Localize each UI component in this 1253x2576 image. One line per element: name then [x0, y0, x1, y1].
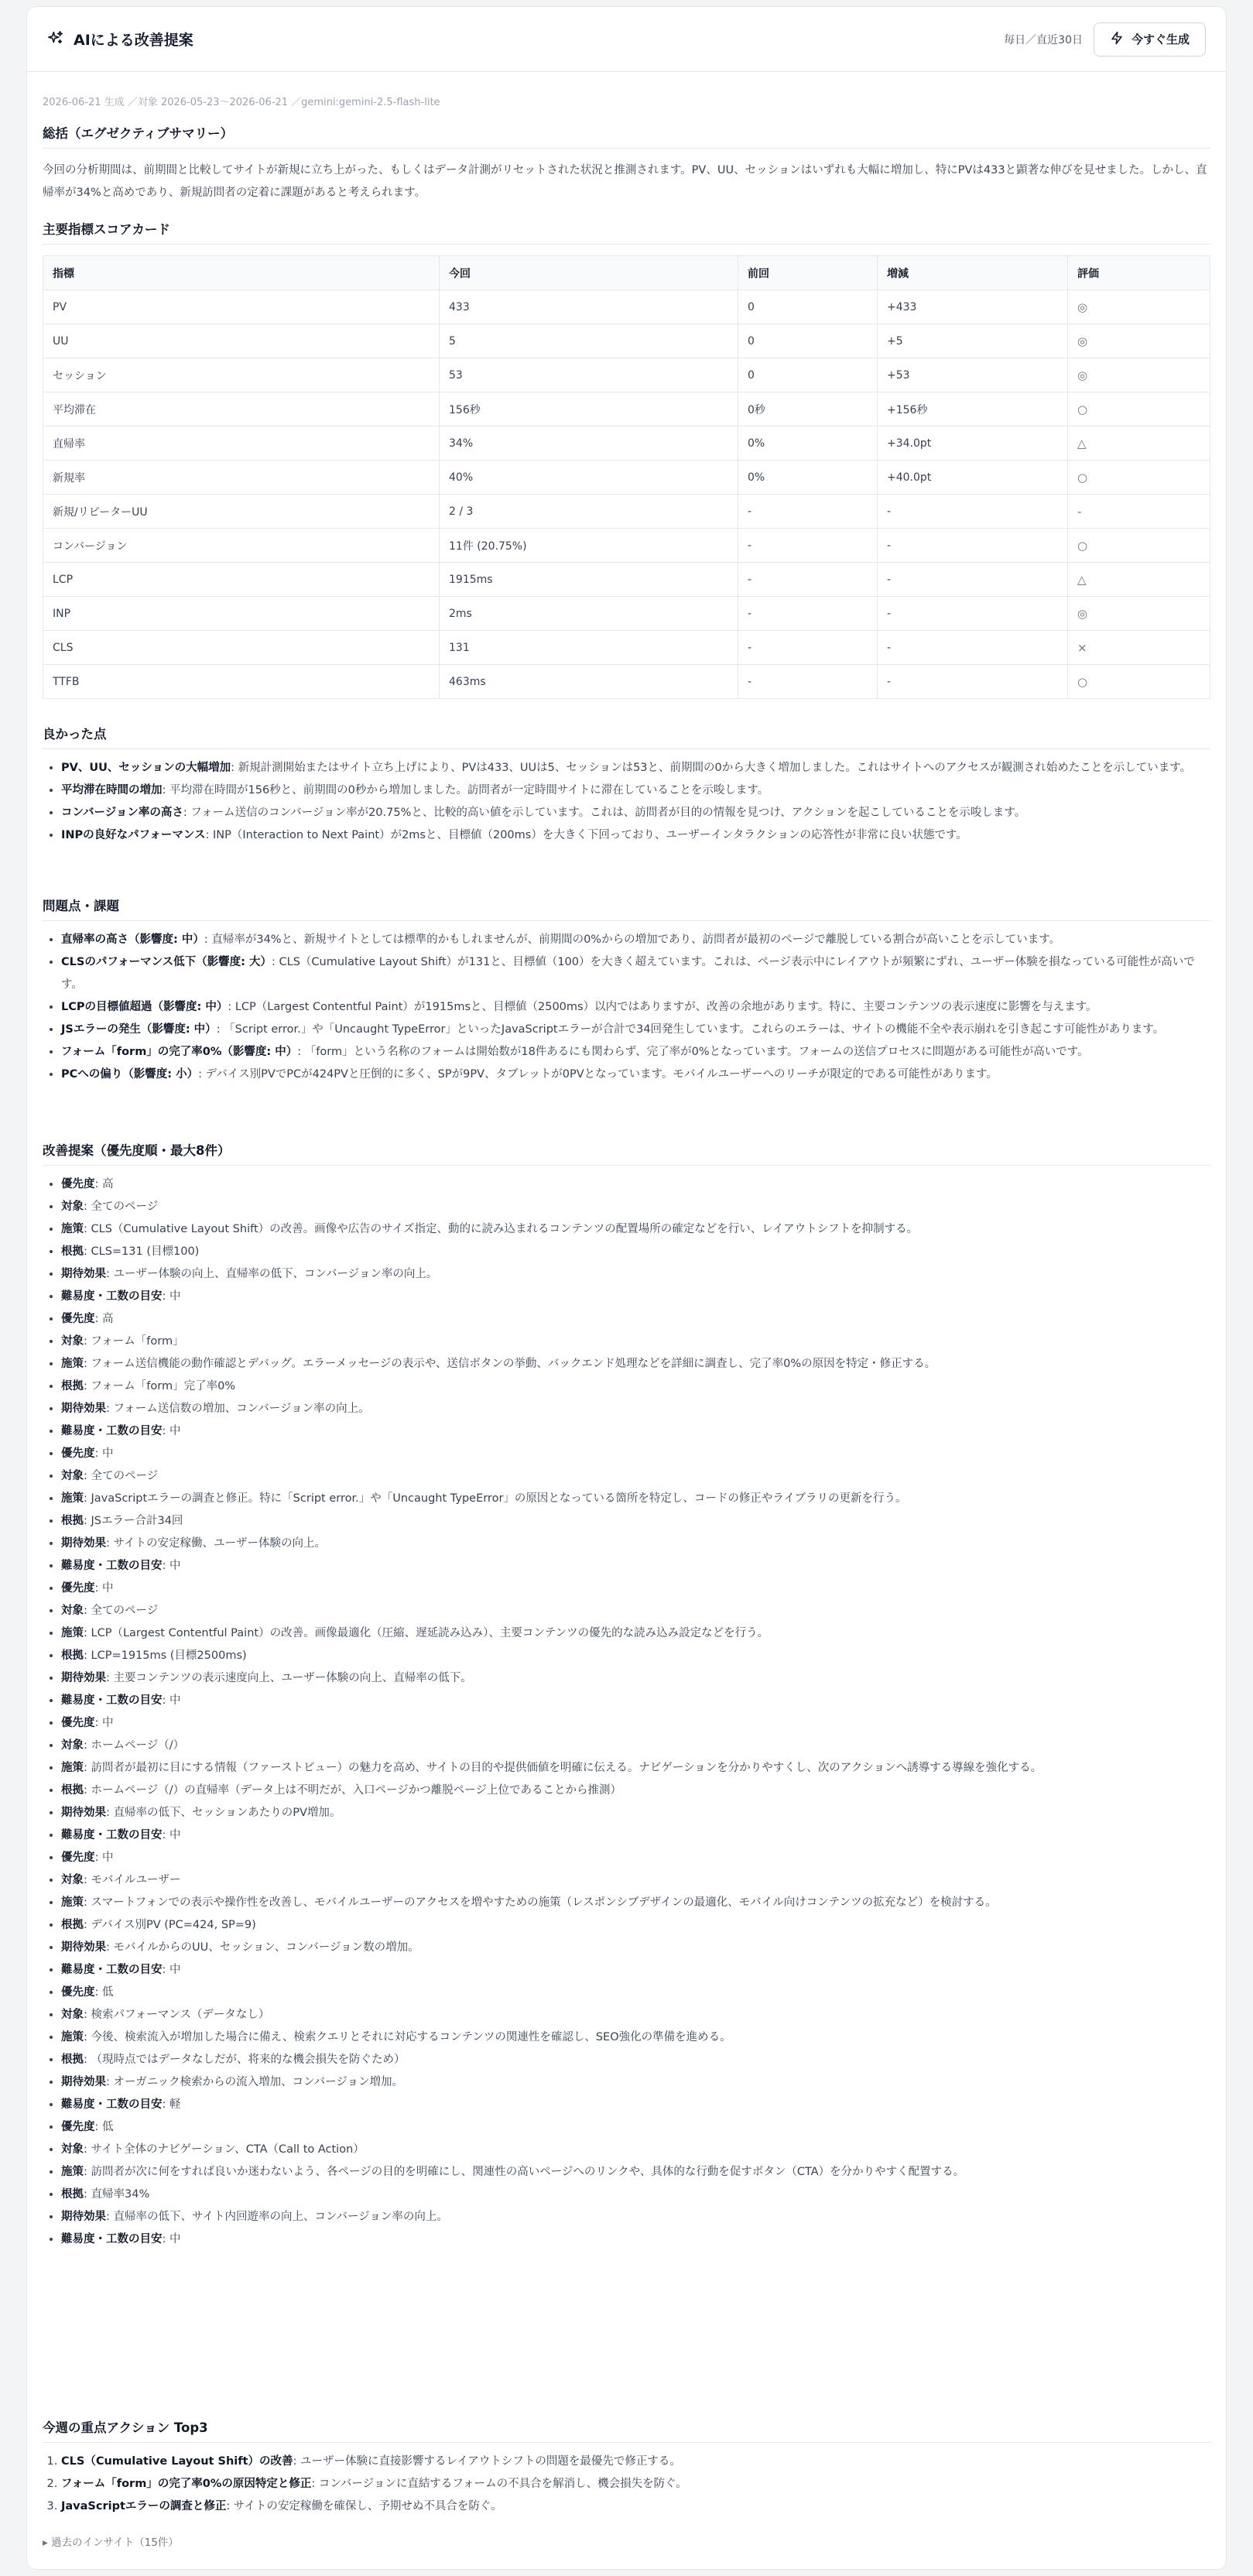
scorecard-cell: +40.0pt — [878, 461, 1068, 495]
good-point-item-key: コンバージョン率の高さ — [61, 807, 183, 819]
proposal-item-text: : 中 — [162, 1290, 181, 1303]
scorecard-table — [43, 255, 1210, 699]
proposal-item-text: : 今後、検索流入が増加した場合に備え、検索クエリとそれに対応するコンテンツの関連性を確認し、SEO強化の準備を進める。 — [84, 2031, 731, 2043]
scorecard-cell: 0秒 — [738, 392, 878, 426]
proposal-item-key: 期待効果 — [61, 1537, 106, 1550]
scorecard-cell: 156秒 — [440, 392, 738, 426]
proposal-item-text: : 訪問者が次に何をすれば良いか迷わないよう、各ページの目的を明確にし、関連性の高いページへのリンクや、具体的な行動を促すボタン（CTA）を分かりやすく配置する。 — [84, 2166, 965, 2178]
proposal-item — [61, 2071, 1210, 2094]
scorecard-row — [43, 358, 1210, 392]
proposal-item-key: 優先度 — [61, 2121, 95, 2133]
scorecard-cell: △ — [1068, 426, 1210, 461]
proposal-item — [61, 2116, 1210, 2139]
proposal-item — [61, 1802, 1210, 1824]
proposal-item-text: : 中 — [162, 1560, 181, 1572]
proposal-item-text: : CLS=131 (目標100) — [84, 1245, 200, 1258]
scorecard-cell: - — [738, 665, 878, 699]
card-header — [27, 7, 1226, 72]
scorecard-cell: +34.0pt — [878, 426, 1068, 461]
issue-item-text: : デバイス別PVでPCが424PVと圧倒的に多く、SPが9PV、タブレットが0PVとなっています。モバイルユーザーへのリーチが限定的である可能性があります。 — [198, 1068, 998, 1081]
proposal-item — [61, 1690, 1210, 1712]
proposal-item-key: 期待効果 — [61, 1941, 106, 1954]
scorecard-cell: × — [1068, 631, 1210, 665]
proposal-item — [61, 2139, 1210, 2161]
proposal-item — [61, 1465, 1210, 1488]
proposal-item — [61, 2228, 1210, 2251]
proposal-item-key: 根拠 — [61, 1245, 84, 1258]
proposal-item-key: 難易度・工数の目安 — [61, 1425, 163, 1437]
proposal-item — [61, 1443, 1210, 1465]
top3-item — [61, 2496, 1210, 2518]
scorecard-row — [43, 495, 1210, 529]
proposal-item-text: : 中 — [162, 2233, 181, 2245]
proposal-item-key: 対象 — [61, 1470, 84, 1482]
good-point-item-key: INPの良好なパフォーマンス — [61, 829, 206, 841]
proposal-item-text: : 全てのページ — [84, 1605, 159, 1617]
scorecard-row — [43, 631, 1210, 665]
proposals-list — [43, 1173, 1210, 2251]
scorecard-cell: INP — [43, 597, 440, 631]
column-header: 今回 — [440, 256, 738, 290]
proposal-item-key: 期待効果 — [61, 1268, 106, 1280]
proposal-item — [61, 1533, 1210, 1555]
proposal-item — [61, 2026, 1210, 2049]
proposals-heading: 改善提案（優先度順・最大8件） — [43, 1140, 1210, 1166]
scorecard-cell: +156秒 — [878, 392, 1068, 426]
good-point-item-text: : 平均滞在時間が156秒と、前期間の0秒から増加しました。訪問者が一定時間サイトに滞在していることを示唆します。 — [162, 784, 769, 796]
scorecard-cell: - — [738, 597, 878, 631]
scorecard-cell: 0 — [738, 358, 878, 392]
proposal-item-key: 対象 — [61, 1201, 84, 1213]
scorecard-row — [43, 290, 1210, 324]
proposal-item-key: 難易度・工数の目安 — [61, 1829, 163, 1841]
summary-heading: 総括（エグゼクティブサマリー） — [43, 123, 1210, 149]
proposal-item-key: 対象 — [61, 2009, 84, 2021]
page-title: AIによる改善提案 — [74, 32, 193, 49]
proposal-item-text: : （現時点ではデータなしだが、将来的な機会損失を防ぐため） — [84, 2054, 406, 2066]
top3-item — [61, 2451, 1210, 2473]
proposal-item — [61, 1488, 1210, 1510]
issues-list — [43, 929, 1210, 1086]
proposal-item-key: 期待効果 — [61, 1807, 106, 1819]
scorecard-row — [43, 461, 1210, 495]
proposal-item-text: : デバイス別PV (PC=424, SP=9) — [84, 1919, 256, 1931]
scorecard-cell: 131 — [440, 631, 738, 665]
proposal-item-text: : LCP=1915ms (目標2500ms) — [84, 1649, 247, 1662]
proposal-item-key: 優先度 — [61, 1582, 95, 1595]
scorecard-row — [43, 563, 1210, 597]
scorecard-cell: 新規/リピーターUU — [43, 495, 440, 529]
issue-item — [61, 1019, 1210, 1041]
issue-item-text: : 「Script error.」や「Uncaught TypeError」といったJavaScriptエラーが合計で34回発生しています。これらのエラーは、サイトの機能不全や表示崩れを引き起こす可能性があります。 — [216, 1023, 1165, 1036]
scorecard-cell: 新規率 — [43, 461, 440, 495]
proposal-item-text: : 中 — [162, 1964, 181, 1976]
schedule-label: 毎日／直近30日 — [1004, 33, 1083, 46]
issue-item-text: : 直帰率が34%と、新規サイトとしては標準的かもしれませんが、前期間の0%からの増加であり、訪問者が最初のページで離脱している割合が高いことを示しています。 — [204, 933, 1061, 946]
generate-now-button[interactable] — [1094, 22, 1206, 57]
proposal-item — [61, 1331, 1210, 1353]
proposal-item-key: 優先度 — [61, 1986, 95, 1999]
proposal-item-key: 根拠 — [61, 1919, 84, 1931]
proposal-item-text: : ホームページ（/）の直帰率（データ上は不明だが、入口ページかつ離脱ページ上位であることから推測） — [84, 1784, 622, 1797]
proposal-item-key: 対象 — [61, 1605, 84, 1617]
good-point-item — [61, 802, 1210, 824]
scorecard-cell: ○ — [1068, 529, 1210, 563]
proposal-item-key: 優先度 — [61, 1852, 95, 1864]
proposal-item-text: : JSエラー合計34回 — [84, 1515, 183, 1527]
proposal-item-text: : 中 — [94, 1447, 114, 1460]
good-points-list — [43, 757, 1210, 847]
proposal-item-text: : 全てのページ — [84, 1470, 159, 1482]
proposal-item-key: 期待効果 — [61, 2211, 106, 2223]
scorecard-cell: +433 — [878, 290, 1068, 324]
scorecard-cell: セッション — [43, 358, 440, 392]
good-point-item — [61, 779, 1210, 802]
issue-item-key: 直帰率の高さ（影響度: 中） — [61, 933, 204, 946]
proposal-item — [61, 1555, 1210, 1577]
column-header: 前回 — [738, 256, 878, 290]
past-insights-toggle[interactable]: ▸ 過去のインサイト（15件） — [43, 2537, 179, 2549]
proposal-item-text: : JavaScriptエラーの調査と修正。特に「Script error.」や「Uncaught TypeError」の原因となっている箇所を特定し、コードの修正やライブラリの更新を行う。 — [84, 1492, 907, 1505]
proposal-item-key: 優先度 — [61, 1447, 95, 1460]
scorecard-cell: 0% — [738, 461, 878, 495]
scorecard-cell: ◎ — [1068, 290, 1210, 324]
proposal-item — [61, 1757, 1210, 1780]
top3-heading: 今週の重点アクション Top3 — [43, 2417, 1210, 2443]
proposal-item-text: : ユーザー体験の向上、直帰率の低下、コンバージョン率の向上。 — [106, 1268, 438, 1280]
column-header: 増減 — [878, 256, 1068, 290]
good-point-item-key: 平均滞在時間の増加 — [61, 784, 163, 796]
proposal-item — [61, 2094, 1210, 2116]
proposal-item — [61, 1667, 1210, 1690]
proposal-item-text: : 直帰率34% — [84, 2188, 150, 2201]
top3-item-text: : ユーザー体験に直接影響するレイアウトシフトの問題を最優先で修正する。 — [293, 2455, 681, 2468]
proposal-item — [61, 2206, 1210, 2228]
proposal-item-text: : フォーム送信機能の動作確認とデバッグ。エラーメッセージの表示や、送信ボタンの挙動、バックエンド処理などを詳細に調査し、完了率0%の原因を特定・修正する。 — [84, 1358, 936, 1370]
scorecard-cell: △ — [1068, 563, 1210, 597]
proposal-item — [61, 1937, 1210, 1959]
proposal-item-key: 根拠 — [61, 1649, 84, 1662]
proposal-item — [61, 1600, 1210, 1622]
proposal-item-key: 根拠 — [61, 1380, 84, 1392]
proposal-item-text: : 検索パフォーマンス（データなし） — [84, 2009, 270, 2021]
scorecard-cell: - — [738, 631, 878, 665]
proposal-item-text: : 直帰率の低下、サイト内回遊率の向上、コンバージョン率の向上。 — [106, 2211, 448, 2223]
proposal-item-key: 難易度・工数の目安 — [61, 2233, 163, 2245]
proposal-item-key: 難易度・工数の目安 — [61, 1290, 163, 1303]
proposal-item-text: : 中 — [162, 1694, 181, 1707]
proposal-item-text: : 中 — [162, 1829, 181, 1841]
lightning-icon — [1110, 30, 1124, 49]
scorecard-cell: UU — [43, 324, 440, 358]
proposal-item-key: 期待効果 — [61, 1672, 106, 1684]
top3-item-key: JavaScriptエラーの調査と修正 — [61, 2500, 227, 2513]
scorecard-row — [43, 529, 1210, 563]
scorecard-cell: 0% — [738, 426, 878, 461]
issue-item-text: : LCP（Largest Contentful Paint）が1915msと、目標値（2500ms）以内ではありますが、改善の余地があります。特に、主要コンテンツの表示速度に影響を与えます。 — [228, 1001, 1097, 1013]
issue-item — [61, 951, 1210, 996]
scorecard-cell: 0 — [738, 290, 878, 324]
scorecard-cell: PV — [43, 290, 440, 324]
proposal-item — [61, 1173, 1210, 1196]
proposal-item — [61, 1712, 1210, 1735]
generation-meta: 2026-06-21 生成 ／対象 2026-05-23〜2026-06-21 ／gemini:gemini-2.5-flash-lite — [43, 97, 440, 108]
proposal-item-key: 期待効果 — [61, 2076, 106, 2088]
proposal-item — [61, 1914, 1210, 1937]
proposal-item — [61, 2184, 1210, 2206]
scorecard-cell: CLS — [43, 631, 440, 665]
good-points-heading: 良かった点 — [43, 724, 1210, 749]
proposal-item — [61, 1218, 1210, 1241]
scorecard-cell: +5 — [878, 324, 1068, 358]
proposal-item-text: : フォーム送信数の増加、コンバージョン率の向上。 — [106, 1403, 370, 1415]
scorecard-cell: 463ms — [440, 665, 738, 699]
top3-list — [43, 2451, 1210, 2518]
scorecard-header-row — [43, 256, 1210, 290]
scorecard-cell: 1915ms — [440, 563, 738, 597]
proposal-item — [61, 1577, 1210, 1600]
proposal-item-key: 難易度・工数の目安 — [61, 1694, 163, 1707]
proposal-item-key: 難易度・工数の目安 — [61, 1964, 163, 1976]
issue-item-text: : 「form」という名称のフォームは開始数が18件あるにも関わらず、完了率が0%となっています。フォームの送信プロセスに問題がある可能性が高いです。 — [297, 1046, 1089, 1058]
scorecard-cell: 2ms — [440, 597, 738, 631]
proposal-item — [61, 1824, 1210, 1847]
proposal-item-key: 難易度・工数の目安 — [61, 2098, 163, 2111]
summary-text: 今回の分析期間は、前期間と比較してサイトが新規に立ち上がった、もしくはデータ計測がリセットされた状況と推測されます。PV、UU、セッションはいずれも大幅に増加し、特にPVは433と顕著な伸びを見せました。しかし、直帰率が34%と高めであり、新規訪問者の定着に課題があると考えられます。 — [43, 164, 1207, 199]
scorecard-cell: 40% — [440, 461, 738, 495]
proposal-item — [61, 2004, 1210, 2026]
proposal-item-text: : サイトの安定稼働、ユーザー体験の向上。 — [106, 1537, 326, 1550]
proposal-item — [61, 1735, 1210, 1757]
issue-item-key: LCPの目標値超過（影響度: 中） — [61, 1001, 228, 1013]
proposal-item-text: : 低 — [94, 2121, 114, 2133]
proposal-item — [61, 1375, 1210, 1398]
scorecard-cell: 平均滞在 — [43, 392, 440, 426]
scorecard-cell: 直帰率 — [43, 426, 440, 461]
scorecard-cell: ◎ — [1068, 358, 1210, 392]
proposal-item — [61, 1959, 1210, 1982]
proposal-item — [61, 1780, 1210, 1802]
proposal-item — [61, 1398, 1210, 1420]
scorecard-row — [43, 426, 1210, 461]
scorecard-cell: TTFB — [43, 665, 440, 699]
column-header: 評価 — [1068, 256, 1210, 290]
proposal-item-text: : 中 — [94, 1852, 114, 1864]
scorecard-cell: 433 — [440, 290, 738, 324]
good-point-item-text: : フォーム送信のコンバージョン率が20.75%と、比較的高い値を示しています。これは、訪問者が目的の情報を見つけ、アクションを起こしていることを示唆します。 — [183, 807, 1026, 819]
proposal-item — [61, 1982, 1210, 2004]
scorecard-cell: +53 — [878, 358, 1068, 392]
issue-item-text: : CLS（Cumulative Layout Shift）が131と、目標値（100）を大きく超えています。これは、ページ表示中にレイアウトが頻繁にずれ、ユーザー体験を損なっている可能性が高いです。 — [61, 956, 1195, 991]
issue-item — [61, 996, 1210, 1019]
proposal-item-key: 施策 — [61, 1358, 84, 1370]
proposal-item-text: : 訪問者が最初に目にする情報（ファーストビュー）の魅力を高め、サイトの目的や提供価値を明確に伝える。ナビゲーションを分かりやすくし、次のアクションへ誘導する導線を強化する。 — [84, 1762, 1042, 1774]
proposal-item-text: : 軽 — [162, 2098, 181, 2111]
top3-item-text: : コンバージョンに直結するフォームの不具合を解消し、機会損失を防ぐ。 — [311, 2478, 687, 2490]
proposal-item-text: : CLS（Cumulative Layout Shift）の改善。画像や広告のサイズ指定、動的に読み込まれるコンテンツの配置場所の確定などを行い、レイアウトシフトを抑制する。 — [84, 1223, 919, 1235]
proposal-item — [61, 1869, 1210, 1892]
scorecard-cell: ○ — [1068, 461, 1210, 495]
proposal-item-key: 対象 — [61, 1335, 84, 1348]
proposal-item-key: 施策 — [61, 1896, 84, 1909]
scorecard-cell: - — [738, 563, 878, 597]
scorecard-cell: 11件 (20.75%) — [440, 529, 738, 563]
scorecard-row — [43, 665, 1210, 699]
top3-item — [61, 2473, 1210, 2496]
issue-item — [61, 929, 1210, 951]
issue-item — [61, 1064, 1210, 1086]
proposal-item — [61, 1263, 1210, 1286]
scorecard-cell: ◎ — [1068, 324, 1210, 358]
proposal-item-text: : ホームページ（/） — [84, 1739, 185, 1752]
proposal-item — [61, 1420, 1210, 1443]
proposal-item-text: : 中 — [94, 1717, 114, 1729]
proposal-item-text: : スマートフォンでの表示や操作性を改善し、モバイルユーザーのアクセスを増やすための施策（レスポンシブデザインの最適化、モバイル向けコンテンツの拡充など）を検討する。 — [84, 1896, 997, 1909]
proposal-item-text: : モバイルからのUU、セッション、コンバージョン数の増加。 — [106, 1941, 419, 1954]
proposal-item-text: : オーガニック検索からの流入増加、コンバージョン増加。 — [106, 2076, 404, 2088]
good-point-item-key: PV、UU、セッションの大幅増加 — [61, 762, 231, 774]
proposal-item-text: : 中 — [94, 1582, 114, 1595]
proposal-item-key: 対象 — [61, 1739, 84, 1752]
issue-item — [61, 1041, 1210, 1064]
column-header: 指標 — [43, 256, 440, 290]
ai-suggestions-card — [26, 6, 1227, 2570]
scorecard-cell: - — [878, 631, 1068, 665]
issues-heading: 問題点・課題 — [43, 896, 1210, 921]
proposal-item — [61, 1286, 1210, 1308]
good-point-item — [61, 824, 1210, 847]
proposal-item-key: 期待効果 — [61, 1403, 106, 1415]
proposal-item-key: 優先度 — [61, 1717, 95, 1729]
proposal-item — [61, 1308, 1210, 1331]
scorecard-cell: コンバージョン — [43, 529, 440, 563]
scorecard-cell: 34% — [440, 426, 738, 461]
scorecard-cell: - — [878, 529, 1068, 563]
proposal-item-key: 施策 — [61, 1223, 84, 1235]
scorecard-cell: - — [1068, 495, 1210, 529]
scorecard-cell: - — [738, 495, 878, 529]
scorecard-cell: - — [878, 597, 1068, 631]
proposal-item-key: 施策 — [61, 1492, 84, 1505]
proposal-item-text: : モバイルユーザー — [84, 1874, 181, 1886]
scorecard-cell: - — [878, 665, 1068, 699]
proposal-item-text: : 主要コンテンツの表示速度向上、ユーザー体験の向上、直帰率の低下。 — [106, 1672, 472, 1684]
scorecard-cell: ○ — [1068, 392, 1210, 426]
scorecard-cell: 0 — [738, 324, 878, 358]
generate-now-label: 今すぐ生成 — [1131, 33, 1190, 46]
top3-item-key: フォーム「form」の完了率0%の原因特定と修正 — [61, 2478, 312, 2490]
proposal-item-text: : 高 — [94, 1178, 114, 1190]
good-point-item-text: : 新規計測開始またはサイト立ち上げにより、PVは433、UUは5、セッションは53と、前期間の0から大きく増加しました。これはサイトへのアクセスが観測され始めたことを示しています。 — [231, 762, 1192, 774]
proposal-item-key: 根拠 — [61, 1784, 84, 1797]
proposal-item-key: 根拠 — [61, 1515, 84, 1527]
scorecard-cell: 5 — [440, 324, 738, 358]
proposal-item-key: 施策 — [61, 2031, 84, 2043]
proposal-item-text: : 低 — [94, 1986, 114, 1999]
proposal-item — [61, 2049, 1210, 2071]
issue-item-key: CLSのパフォーマンス低下（影響度: 大） — [61, 956, 272, 968]
proposal-item-text: : 全てのページ — [84, 1201, 159, 1213]
proposal-item — [61, 2161, 1210, 2184]
proposal-item — [61, 1353, 1210, 1375]
issue-item-key: フォーム「form」の完了率0%（影響度: 中） — [61, 1046, 298, 1058]
proposal-item-text: : 中 — [162, 1425, 181, 1437]
proposal-item-text: : フォーム「form」完了率0% — [84, 1380, 236, 1392]
scorecard-row — [43, 597, 1210, 631]
proposal-item-text: : 高 — [94, 1313, 114, 1325]
proposal-item-key: 優先度 — [61, 1313, 95, 1325]
proposal-item-key: 対象 — [61, 2143, 84, 2156]
scorecard-cell: - — [878, 563, 1068, 597]
scorecard-cell: 2 / 3 — [440, 495, 738, 529]
proposal-item — [61, 1510, 1210, 1533]
scorecard-cell: ○ — [1068, 665, 1210, 699]
proposal-item — [61, 1622, 1210, 1645]
proposal-item-text: : LCP（Largest Contentful Paint）の改善。画像最適化（圧縮、遅延読み込み）、主要コンテンツの優先的な読み込み設定などを行う。 — [84, 1627, 769, 1639]
scorecard-cell: - — [878, 495, 1068, 529]
proposal-item-key: 施策 — [61, 1762, 84, 1774]
proposal-item-text: : 直帰率の低下、セッションあたりのPV増加。 — [106, 1807, 341, 1819]
scorecard-cell: ◎ — [1068, 597, 1210, 631]
proposal-item-text: : サイト全体のナビゲーション、CTA（Call to Action） — [84, 2143, 365, 2156]
proposal-item-key: 根拠 — [61, 2054, 84, 2066]
top3-item-key: CLS（Cumulative Layout Shift）の改善 — [61, 2455, 293, 2468]
scorecard-cell: LCP — [43, 563, 440, 597]
proposal-item-key: 施策 — [61, 2166, 84, 2178]
proposal-item-key: 難易度・工数の目安 — [61, 1560, 163, 1572]
top3-item-text: : サイトの安定稼働を確保し、予期せぬ不具合を防ぐ。 — [226, 2500, 502, 2513]
good-point-item — [61, 757, 1210, 779]
scorecard-cell: - — [738, 529, 878, 563]
proposal-item-key: 対象 — [61, 1874, 84, 1886]
scorecard-heading: 主要指標スコアカード — [43, 219, 1210, 245]
sparkles-icon — [47, 29, 64, 50]
issue-item-key: JSエラーの発生（影響度: 中） — [61, 1023, 217, 1036]
proposal-item — [61, 1847, 1210, 1869]
proposal-item — [61, 1196, 1210, 1218]
scorecard-row — [43, 324, 1210, 358]
issue-item-key: PCへの偏り（影響度: 小） — [61, 1068, 199, 1081]
proposal-item — [61, 1645, 1210, 1667]
scorecard-row — [43, 392, 1210, 426]
scorecard-cell: 53 — [440, 358, 738, 392]
proposal-item-key: 施策 — [61, 1627, 84, 1639]
proposal-item-text: : フォーム「form」 — [84, 1335, 184, 1348]
proposal-item-key: 根拠 — [61, 2188, 84, 2201]
good-point-item-text: : INP（Interaction to Next Paint）が2msと、目標値（200ms）を大きく下回っており、ユーザーインタラクションの応答性が非常に良い状態です。 — [205, 829, 967, 841]
proposal-item-key: 優先度 — [61, 1178, 95, 1190]
proposal-item — [61, 1241, 1210, 1263]
proposal-item — [61, 1892, 1210, 1914]
